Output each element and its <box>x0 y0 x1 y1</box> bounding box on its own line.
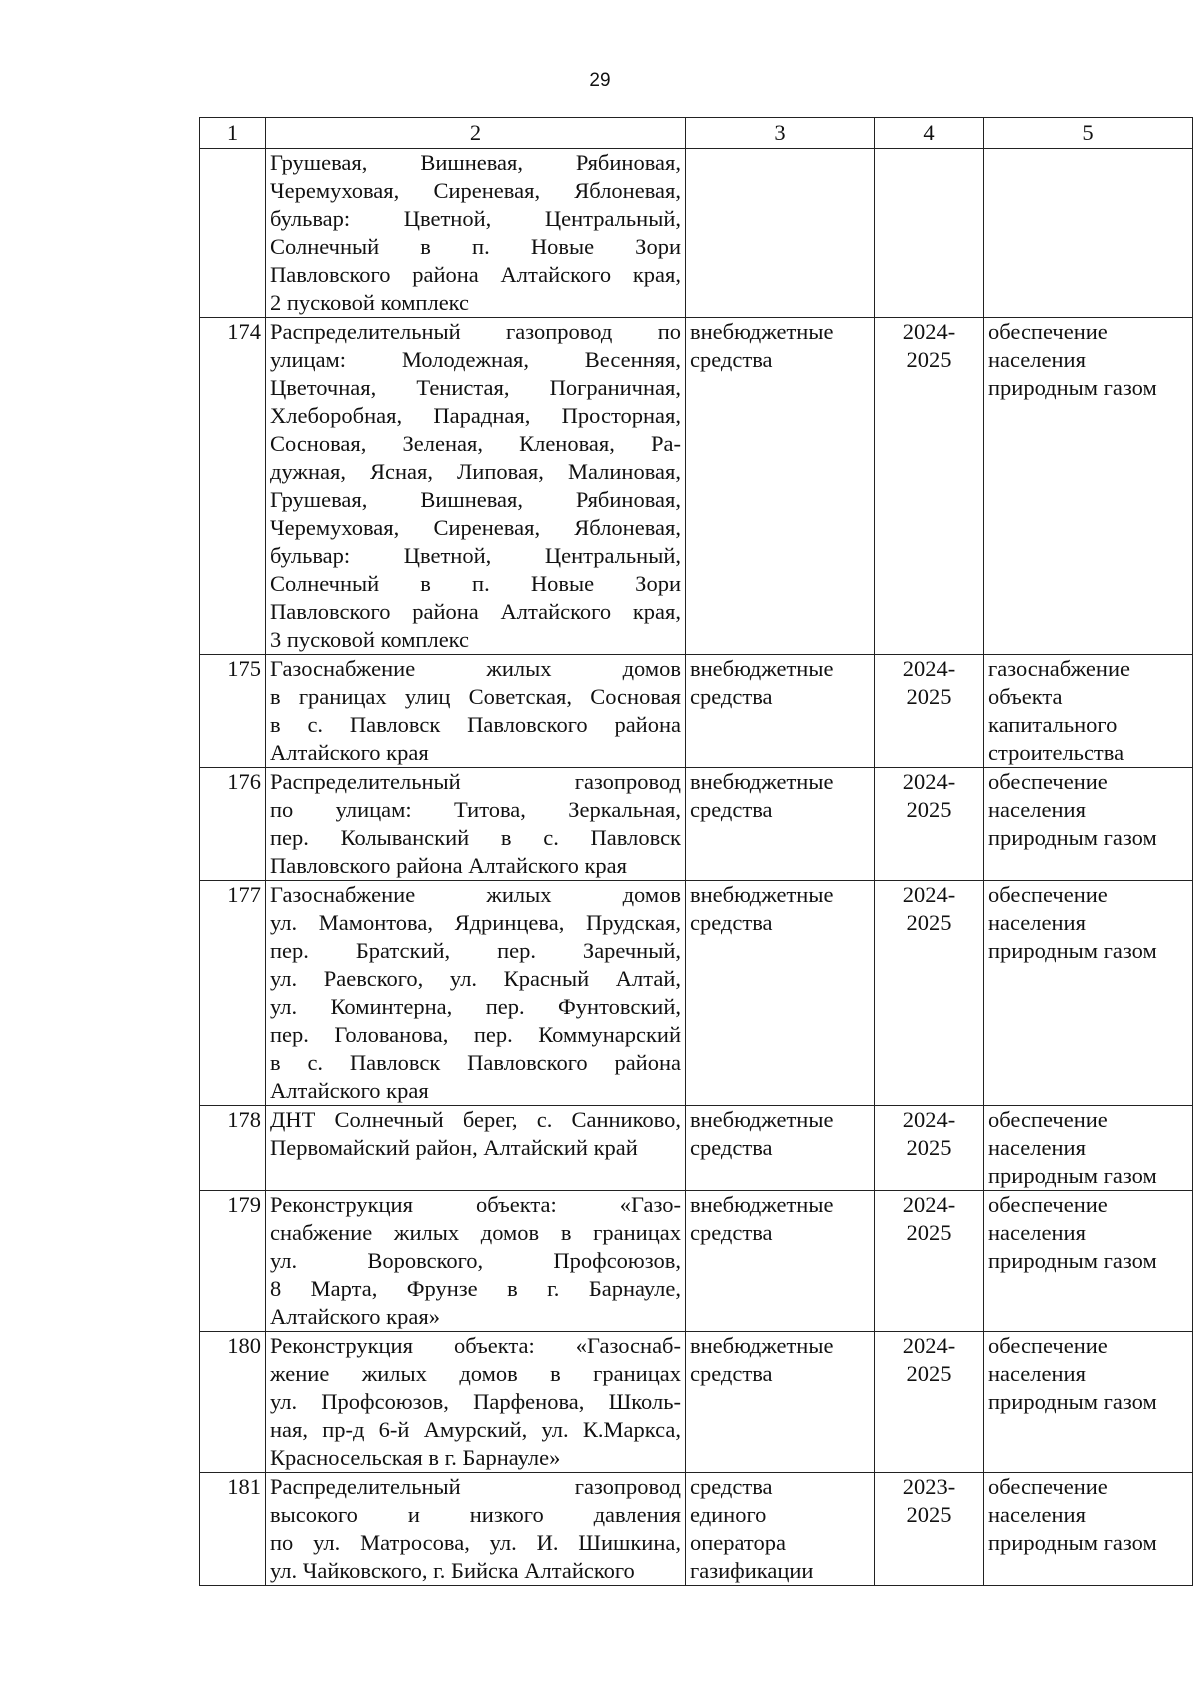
purpose-cell <box>984 1106 1193 1191</box>
object-name-line: Газоснабжение жилых домов <box>270 882 681 907</box>
object-name-line: Черемуховая, Сиреневая, Яблоневая, <box>270 515 681 540</box>
object-name-line: 3 пусковой комплекс <box>270 627 470 652</box>
funding-source-cell <box>686 318 875 655</box>
implementation-years-line: 2025 <box>906 1502 952 1527</box>
funding-source-line: средства <box>690 1135 773 1160</box>
object-name-line: Распределительный газопровод <box>270 1474 681 1499</box>
purpose-line: газоснабжение <box>988 656 1130 681</box>
implementation-years-cell <box>875 1332 984 1473</box>
funding-source-cell <box>686 768 875 881</box>
purpose-line: природным газом <box>988 1530 1157 1555</box>
row-number-cell: 178 <box>200 1106 266 1191</box>
object-name-line: жение жилых домов в границах <box>270 1361 681 1386</box>
object-name-line: Грушевая, Вишневая, Рябиновая, <box>270 150 681 175</box>
purpose-line: природным газом <box>988 1389 1157 1414</box>
object-name-line: ул. Раевского, ул. Красный Алтай, <box>270 966 681 991</box>
implementation-years-line: 2025 <box>906 910 952 935</box>
object-name-line: бульвар: Цветной, Центральный, <box>270 206 681 231</box>
funding-source-line: внебюджетные <box>690 319 834 344</box>
object-name-line: Распределительный газопровод <box>270 769 681 794</box>
object-name-line: Красносельская в г. Барнауле» <box>270 1445 561 1470</box>
object-name-line: Алтайского края <box>270 740 429 765</box>
object-name-line: Распределительный газопровод по <box>270 319 681 344</box>
purpose-cell <box>984 1332 1193 1473</box>
purpose-line: капитального <box>988 712 1118 737</box>
object-name-line: в с. Павловск Павловского района <box>270 1050 681 1075</box>
implementation-years-line: 2024- <box>902 1107 956 1132</box>
header-col-3: 3 <box>686 118 875 149</box>
object-name-cell <box>266 1473 686 1586</box>
purpose-line: строительства <box>988 740 1125 765</box>
funding-source-cell <box>686 1332 875 1473</box>
object-name-cell <box>266 1332 686 1473</box>
header-col-2: 2 <box>266 118 686 149</box>
funding-source-cell <box>686 1191 875 1332</box>
purpose-line: обеспечение <box>988 882 1108 907</box>
implementation-years-cell <box>875 1191 984 1332</box>
object-name-cell <box>266 318 686 655</box>
funding-source-line: средства <box>690 347 773 372</box>
object-name-line: пер. Голованова, пер. Коммунарский <box>270 1022 681 1047</box>
funding-source-line: внебюджетные <box>690 1192 834 1217</box>
purpose-cell <box>984 881 1193 1106</box>
implementation-years-line: 2024- <box>902 882 956 907</box>
implementation-years-line: 2024- <box>902 769 956 794</box>
implementation-years-cell <box>875 655 984 768</box>
funding-source-cell <box>686 881 875 1106</box>
funding-source-line: оператора <box>690 1530 786 1555</box>
purpose-line: природным газом <box>988 938 1157 963</box>
object-name-line: Алтайского края <box>270 1078 429 1103</box>
implementation-years-line: 2024- <box>902 656 956 681</box>
implementation-years-cell <box>875 1473 984 1586</box>
page-number: 29 <box>589 70 611 91</box>
funding-source-line: средства <box>690 1474 773 1499</box>
object-name-cell <box>266 1106 686 1191</box>
implementation-years-cell <box>875 1106 984 1191</box>
purpose-line: природным газом <box>988 825 1157 850</box>
header-col-4: 4 <box>875 118 984 149</box>
object-name-line: дужная, Ясная, Липовая, Малиновая, <box>270 459 681 484</box>
funding-source-line: внебюджетные <box>690 1107 834 1132</box>
object-name-line: ул. Коминтерна, пер. Фунтовский, <box>270 994 681 1019</box>
row-number-cell: 174 <box>200 318 266 655</box>
implementation-years-cell <box>875 318 984 655</box>
funding-source-line: внебюджетные <box>690 1333 834 1358</box>
implementation-years-line: 2025 <box>906 1135 952 1160</box>
purpose-line: населения <box>988 1361 1086 1386</box>
purpose-line: населения <box>988 1220 1086 1245</box>
row-number-cell <box>200 149 266 318</box>
implementation-years-line: 2025 <box>906 684 952 709</box>
object-name-line: Реконструкция объекта: «Газоснаб- <box>270 1333 681 1358</box>
purpose-line: обеспечение <box>988 1474 1108 1499</box>
purpose-line: объекта <box>988 684 1063 709</box>
object-name-line: Грушевая, Вишневая, Рябиновая, <box>270 487 681 512</box>
row-number-cell: 181 <box>200 1473 266 1586</box>
object-name-line: ул. Профсоюзов, Парфенова, Школь- <box>270 1389 681 1414</box>
object-name-line: 2 пусковой комплекс <box>270 290 470 315</box>
object-name-line: Реконструкция объекта: «Газо- <box>270 1192 681 1217</box>
object-name-line: Павловского района Алтайского края, <box>270 599 681 624</box>
object-name-line: ДНТ Солнечный берег, с. Санниково, <box>270 1107 681 1132</box>
object-name-line: пер. Братский, пер. Заречный, <box>270 938 681 963</box>
purpose-cell <box>984 768 1193 881</box>
funding-source-line: средства <box>690 684 773 709</box>
table-row <box>200 768 1193 881</box>
implementation-years-line: 2024- <box>902 319 956 344</box>
object-name-line: по улицам: Титова, Зеркальная, <box>270 797 681 822</box>
object-name-cell <box>266 149 686 318</box>
funding-source-line: средства <box>690 910 773 935</box>
purpose-line: обеспечение <box>988 1333 1108 1358</box>
implementation-years-line: 2024- <box>902 1333 956 1358</box>
object-name-line: Павловского района Алтайского края, <box>270 262 681 287</box>
implementation-years-cell <box>875 149 984 318</box>
object-name-line: Солнечный в п. Новые Зори <box>270 571 681 596</box>
table-row <box>200 1473 1193 1586</box>
row-number-cell: 180 <box>200 1332 266 1473</box>
row-number-cell: 179 <box>200 1191 266 1332</box>
header-col-1: 1 <box>200 118 266 149</box>
funding-source-cell <box>686 655 875 768</box>
funding-source-line: единого <box>690 1502 767 1527</box>
funding-source-line: внебюджетные <box>690 882 834 907</box>
funding-source-cell <box>686 149 875 318</box>
table-row <box>200 881 1193 1106</box>
object-name-line: Первомайский район, Алтайский край <box>270 1135 638 1160</box>
object-name-line: бульвар: Цветной, Центральный, <box>270 543 681 568</box>
table-row <box>200 1191 1193 1332</box>
funding-source-line: внебюджетные <box>690 656 834 681</box>
program-table <box>199 117 1193 1586</box>
row-number-cell: 177 <box>200 881 266 1106</box>
object-name-line: Алтайского края» <box>270 1304 440 1329</box>
row-number-cell: 176 <box>200 768 266 881</box>
purpose-cell <box>984 318 1193 655</box>
purpose-line: обеспечение <box>988 1192 1108 1217</box>
purpose-line: обеспечение <box>988 319 1108 344</box>
object-name-line: улицам: Молодежная, Весенняя, <box>270 347 681 372</box>
object-name-line: ная, пр-д 6-й Амурский, ул. К.Маркса, <box>270 1417 681 1442</box>
table-row <box>200 1106 1193 1191</box>
implementation-years-line: 2023- <box>902 1474 956 1499</box>
funding-source-cell <box>686 1106 875 1191</box>
object-name-cell <box>266 768 686 881</box>
funding-source-line: средства <box>690 797 773 822</box>
object-name-line: Газоснабжение жилых домов <box>270 656 681 681</box>
purpose-cell <box>984 149 1193 318</box>
table-row <box>200 149 1193 318</box>
object-name-cell <box>266 881 686 1106</box>
object-name-line: ул. Воровского, Профсоюзов, <box>270 1248 681 1273</box>
object-name-line: по ул. Матросова, ул. И. Шишкина, <box>270 1530 681 1555</box>
object-name-line: 8 Марта, Фрунзе в г. Барнауле, <box>270 1276 681 1301</box>
row-number-cell: 175 <box>200 655 266 768</box>
implementation-years-line: 2025 <box>906 1361 952 1386</box>
implementation-years-cell <box>875 881 984 1106</box>
object-name-line: ул. Чайковского, г. Бийска Алтайского <box>270 1558 635 1583</box>
object-name-line: ул. Мамонтова, Ядринцева, Прудская, <box>270 910 681 935</box>
funding-source-cell <box>686 1473 875 1586</box>
object-name-line: Хлеборобная, Парадная, Просторная, <box>270 403 681 428</box>
object-name-line: Цветочная, Тенистая, Пограничная, <box>270 375 681 400</box>
purpose-cell <box>984 1191 1193 1332</box>
implementation-years-line: 2024- <box>902 1192 956 1217</box>
table-body <box>200 149 1193 1586</box>
purpose-line: обеспечение <box>988 769 1108 794</box>
table-header-row <box>200 118 1193 149</box>
funding-source-line: газификации <box>690 1558 814 1583</box>
purpose-line: населения <box>988 797 1086 822</box>
purpose-line: населения <box>988 910 1086 935</box>
purpose-line: населения <box>988 347 1086 372</box>
table-row <box>200 318 1193 655</box>
object-name-line: в границах улиц Советская, Сосновая <box>270 684 681 709</box>
purpose-line: населения <box>988 1502 1086 1527</box>
object-name-line: снабжение жилых домов в границах <box>270 1220 681 1245</box>
purpose-line: природным газом <box>988 1248 1157 1273</box>
object-name-line: Черемуховая, Сиреневая, Яблоневая, <box>270 178 681 203</box>
object-name-line: в с. Павловск Павловского района <box>270 712 681 737</box>
implementation-years-cell <box>875 768 984 881</box>
header-col-5: 5 <box>984 118 1193 149</box>
implementation-years-line: 2025 <box>906 347 952 372</box>
purpose-cell <box>984 655 1193 768</box>
table-row <box>200 1332 1193 1473</box>
table-row <box>200 655 1193 768</box>
object-name-line: Павловского района Алтайского края <box>270 853 627 878</box>
purpose-cell <box>984 1473 1193 1586</box>
object-name-cell <box>266 655 686 768</box>
object-name-line: Сосновая, Зеленая, Кленовая, Ра- <box>270 431 681 456</box>
object-name-line: Солнечный в п. Новые Зори <box>270 234 681 259</box>
object-name-cell <box>266 1191 686 1332</box>
object-name-line: высокого и низкого давления <box>270 1502 681 1527</box>
funding-source-line: средства <box>690 1220 773 1245</box>
implementation-years-line: 2025 <box>906 797 952 822</box>
funding-source-line: средства <box>690 1361 773 1386</box>
implementation-years-line: 2025 <box>906 1220 952 1245</box>
object-name-line: пер. Колыванский в с. Павловск <box>270 825 681 850</box>
funding-source-line: внебюджетные <box>690 769 834 794</box>
purpose-line: природным газом <box>988 375 1157 400</box>
purpose-line: природным газом <box>988 1163 1157 1188</box>
purpose-line: населения <box>988 1135 1086 1160</box>
purpose-line: обеспечение <box>988 1107 1108 1132</box>
